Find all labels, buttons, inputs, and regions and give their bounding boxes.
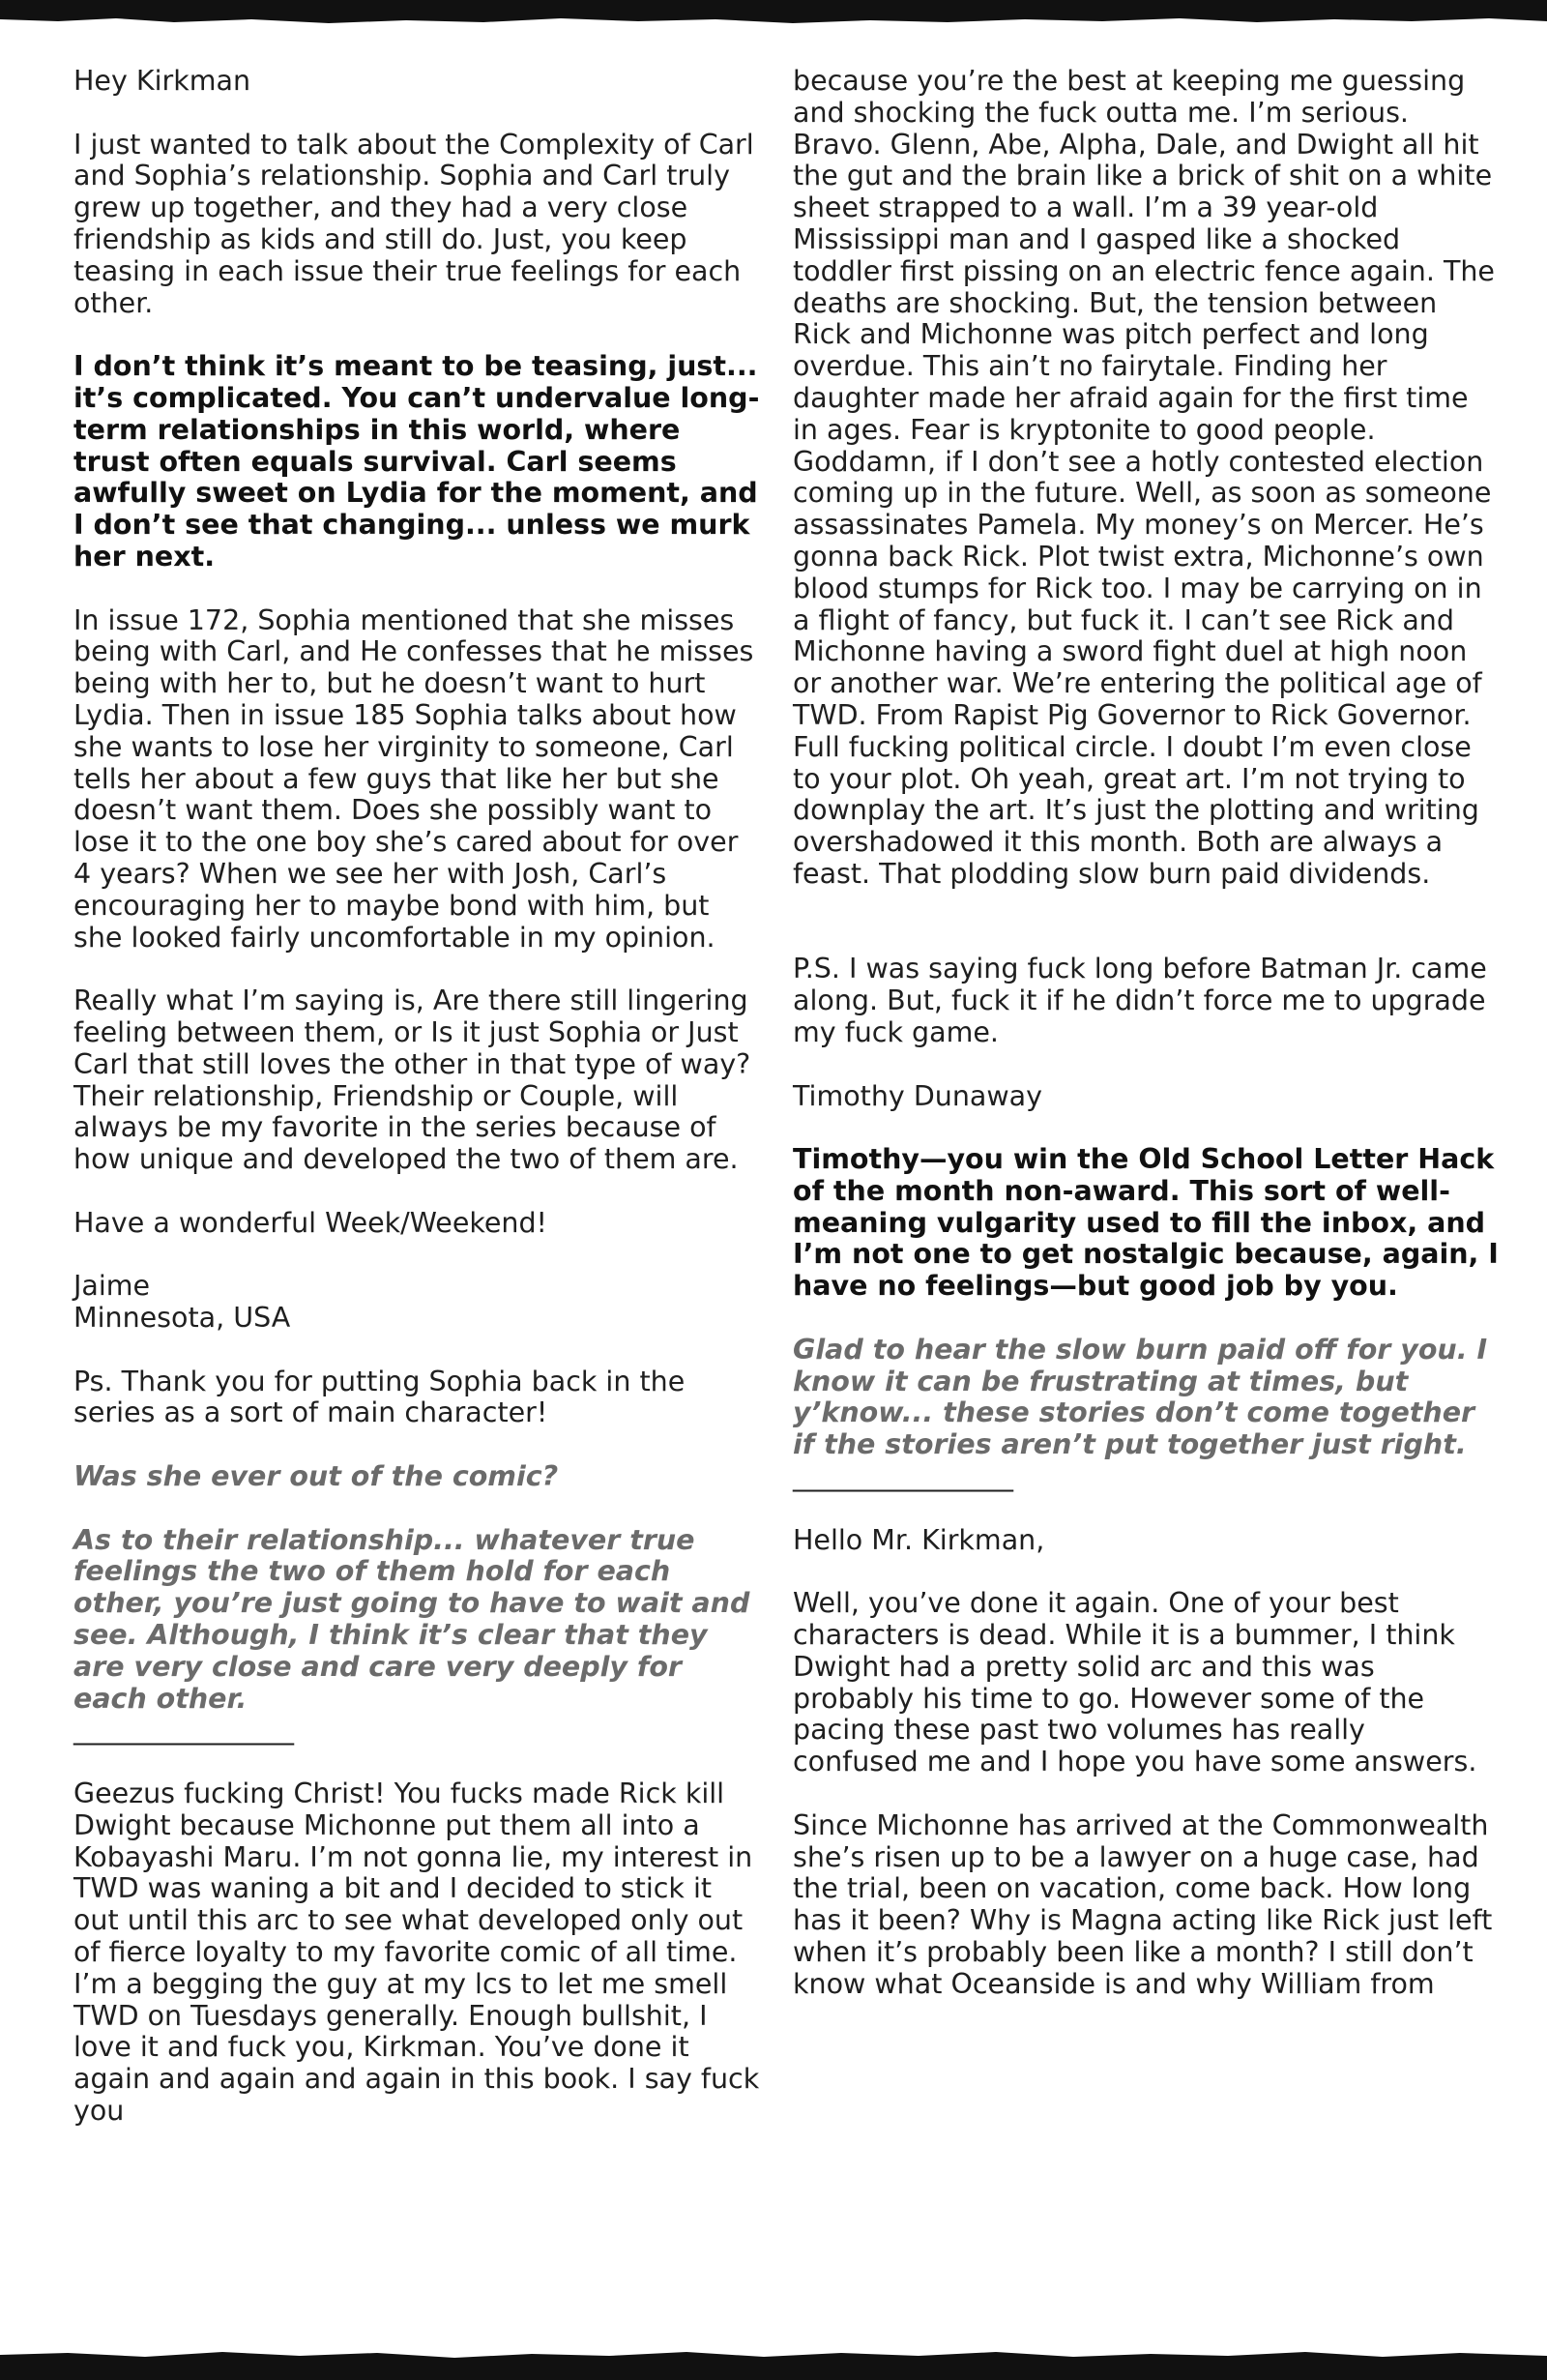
right-paragraph-1: because you’re the best at keeping me guessing and shocking the fuck outta me. I’m serious. Bravo. Glenn, Abe, Alpha, Dale, and Dwight all hit the gut and the brain like a brick of shit on a white sheet strapped to a wall. I’m a 39 year-old Mississippi man and I gasped like a shocked toddler first pissing on an electric fence again. The deaths are shocking. But, the tension between Rick and Michonne was pitch perfect and long overdue. This ain’t no fairytale. Finding her daughter made her afraid again for the first time in ages. Fear is kryptonite to good people. Goddamn, if I don’t see a hotly contested election coming up in the future. Well, as soon as someone assassinates Pamela. My money’s on Mercer. He’s gonna back Rick. Plot twist extra, Michonne’s own blood stumps for Rick too. I may be carrying on in a flight of fancy, but fuck it. I can’t see Rick and Michonne having a sword fight duel at high noon or another war. We’re entering the political age of TWD. From Rapist Pig Governor to Rick Governor. Full fucking political circle. I doubt I’m even close to your plot. Oh yeah, great art. I’m not trying to downplay the art. It’s just the plotting and writing overshadowed it this month. Both are always a feast. That plodding slow burn paid dividends. xyxy=(793,65,1495,890)
right-paragraph-7: Hello Mr. Kirkman, xyxy=(793,1523,1045,1556)
right-paragraph-9: Since Michonne has arrived at the Commonwealth she’s risen up to be a lawyer on a huge case, had the trial, been on vacation, come back. How long has it been? Why is Magna acting like Rick just left when it’s probably been like a month? I still don’t know what Oceanside is and why William from xyxy=(793,1808,1493,2000)
left-paragraph-8: Ps. Thank you for putting Sophia back in the series as a sort of main character! xyxy=(73,1365,686,1429)
right-paragraph-3: Timothy Dunaway xyxy=(793,1079,1042,1112)
right-paragraph-5: Glad to hear the slow burn paid off for you. I know it can be frustrating at times, but y’know... these stories don’t come together if the stories aren’t put together just right. xyxy=(793,1333,1488,1461)
top-torn-border xyxy=(0,0,1547,25)
left-paragraph-9: Was she ever out of the comic? xyxy=(73,1460,559,1493)
bottom-torn-border xyxy=(0,2347,1547,2380)
left-paragraph-10: As to their relationship... whatever true feelings the two of them hold for each other, you’re just going to have to wait and see. Although, I think it’s clear that they are very close and care very deeply for each other. xyxy=(73,1523,750,1715)
right-separator-rule: ________________ xyxy=(793,1460,1013,1493)
right-paragraph-8: Well, you’ve done it again. One of your best characters is dead. While it is a bummer, I think Dwight had a pretty solid arc and this was probably his time to go. However some of the pacing these past two volumes has really confused me and I hope you have some answers. xyxy=(793,1587,1477,1778)
left-paragraph-1: Hey Kirkman xyxy=(73,65,251,97)
right-column xyxy=(793,66,1499,2001)
right-paragraph-2: P.S. I was saying fuck long before Batman Jr. came along. But, fuck it if he didn’t force me to upgrade my fuck game. xyxy=(793,953,1487,1048)
left-paragraph-3: I don’t think it’s meant to be teasing, just... it’s complicated. You can’t undervalue long-term relationships in this world, where trust often equals survival. Carl seems awfully sweet on Lydia for the moment, and I don’t see that changing... unless we murk her next. xyxy=(73,350,760,573)
left-paragraph-7: Jaime Minnesota, USA xyxy=(73,1270,291,1335)
left-separator-rule: ________________ xyxy=(73,1714,294,1747)
right-paragraph-4: Timothy—you win the Old School Letter Hack of the month non-award. This sort of well-meaning vulgarity used to fill the inbox, and I’m not one to get nostalgic because, again, I have no feelings—but good job by you. xyxy=(793,1143,1499,1303)
left-paragraph-5: Really what I’m saying is, Are there still lingering feeling between them, or Is it just Sophia or Just Carl that still loves the other in that type of way? Their relationship, Friendship or Couple, will always be my favorite in the series because of how unique and developed the two of them are. xyxy=(73,984,751,1176)
left-paragraph-6: Have a wonderful Week/Weekend! xyxy=(73,1206,547,1239)
left-paragraph-4: In issue 172, Sophia mentioned that she misses being with Carl, and He confesses that he misses being with her to, but he doesn’t want to hurt Lydia. Then in issue 185 Sophia talks about how she wants to lose her virginity to someone, Carl tells her about a few guys that like her but she doesn’t want them. Does she possibly want to lose it to the one boy she’s cared about for over 4 years? When we see her with Josh, Carl’s encouraging her to maybe bond with him, but she looked fairly uncomfortable in my opinion. xyxy=(73,603,754,954)
left-paragraph-2: I just wanted to talk about the Complexity of Carl and Sophia’s relationship. Sophia and Carl truly grew up together, and they had a very close friendship as kids and still do. Just, you keep teasing in each issue their true feelings for each other. xyxy=(73,128,754,319)
left-column xyxy=(73,66,760,2160)
left-paragraph-12: Geezus fucking Christ! You fucks made Rick kill Dwight because Michonne put them all into a Kobayashi Maru. I’m not gonna lie, my interest in TWD was waning a bit and I decided to stick it out until this arc to see what developed only out of fierce loyalty to my favorite comic of all time. I’m a begging the guy at my lcs to let me smell TWD on Tuesdays generally. Enough bullshit, I love it and fuck you, Kirkman. You’ve done it again and again and again in this book. I say fuck you xyxy=(73,1778,760,2127)
